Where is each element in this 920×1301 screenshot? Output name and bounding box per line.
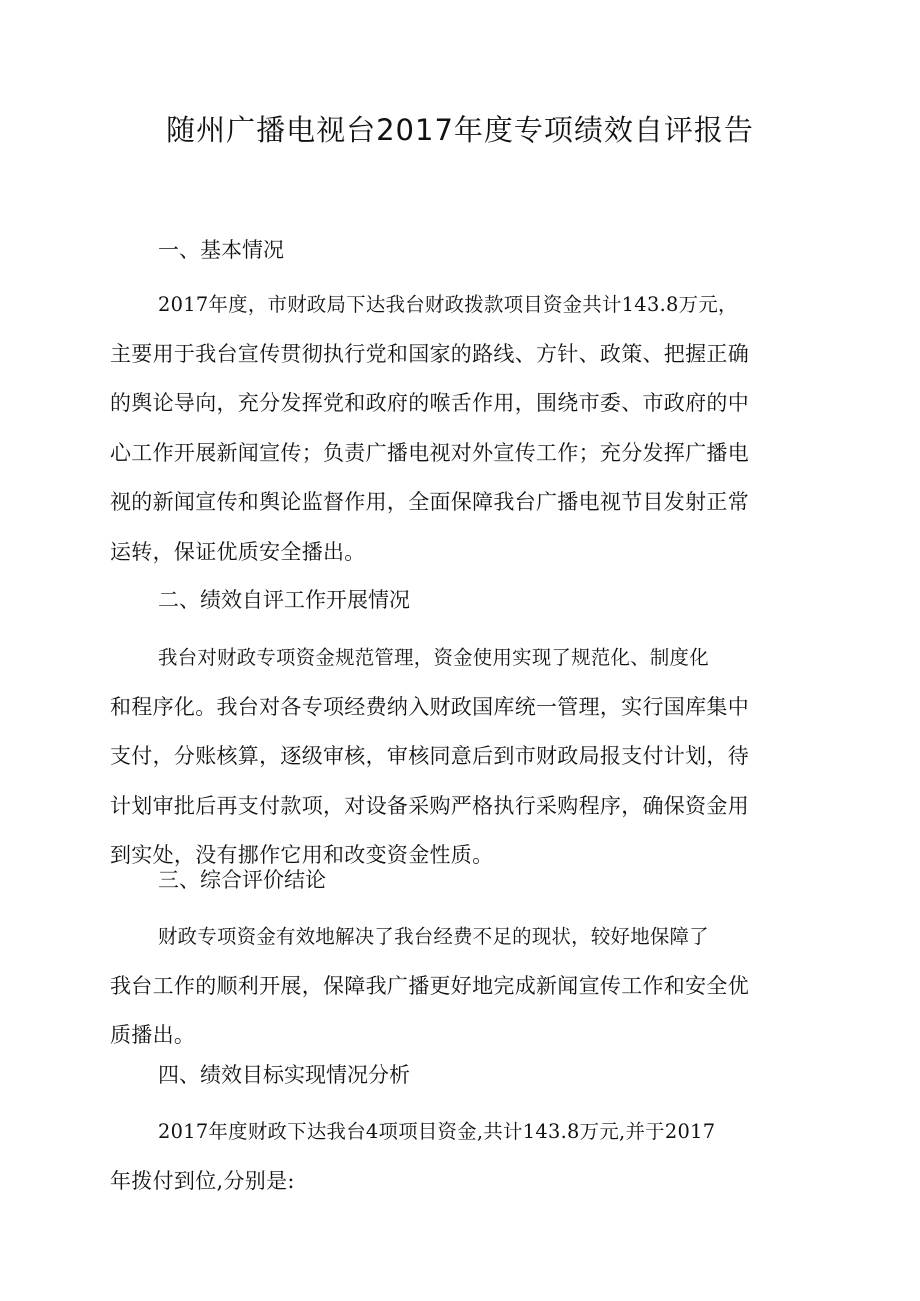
text-line: 2017年度财政下达我台4项项目资金,共计143.8万元,并于2017	[158, 1120, 716, 1143]
text-line: 我台工作的顺利开展，保障我广播更好地完成新闻宣传工作和安全优	[110, 973, 749, 998]
section-heading-basic-info: 一、基本情况	[158, 238, 284, 262]
section-body-conclusion	[110, 912, 825, 1061]
text-line: 年拨付到位,分别是:	[110, 1168, 295, 1193]
section-heading-self-evaluation: 二、绩效自评工作开展情况	[158, 588, 410, 612]
text-line: 质播出。	[110, 1023, 196, 1048]
text-line: 财政专项资金有效地解决了我台经费不足的现状，较好地保障了	[158, 925, 709, 948]
text-line: 我台对财政专项资金规范管理，资金使用实现了规范化、制度化	[158, 646, 709, 669]
document-title: 随州广播电视台2017年度专项绩效自评报告	[166, 113, 754, 147]
text-line: 2017年度，市财政局下达我台财政拨款项目资金共计143.8万元，	[158, 293, 738, 316]
text-line: 运转，保证优质安全播出。	[110, 539, 366, 564]
section-heading-conclusion: 三、综合评价结论	[158, 868, 326, 892]
text-line: 心工作开展新闻宣传；负责广播电视对外宣传工作；充分发挥广播电	[110, 440, 749, 465]
text-line: 支付，分账核算，逐级审核，审核同意后到市财政局报支付计划，待	[110, 744, 749, 769]
text-line: 到实处，没有挪作它用和改变资金性质。	[110, 843, 494, 868]
section-body-goal-analysis	[110, 1107, 825, 1206]
text-line: 视的新闻宣传和舆论监督作用，全面保障我台广播电视节目发射正常	[110, 490, 749, 515]
text-line: 和程序化。我台对各专项经费纳入财政国库统一管理，实行国库集中	[110, 694, 749, 719]
section-heading-goal-analysis: 四、绩效目标实现情况分析	[158, 1063, 410, 1087]
text-line: 计划审批后再支付款项，对设备采购严格执行采购程序，确保资金用	[110, 793, 749, 818]
section-body-basic-info	[110, 280, 825, 578]
text-line: 主要用于我台宣传贯彻执行党和国家的路线、方针、政策、把握正确	[110, 341, 749, 366]
section-body-self-evaluation	[110, 633, 825, 881]
text-line: 的舆论导向，充分发挥党和政府的喉舌作用，围绕市委、市政府的中	[110, 391, 749, 416]
